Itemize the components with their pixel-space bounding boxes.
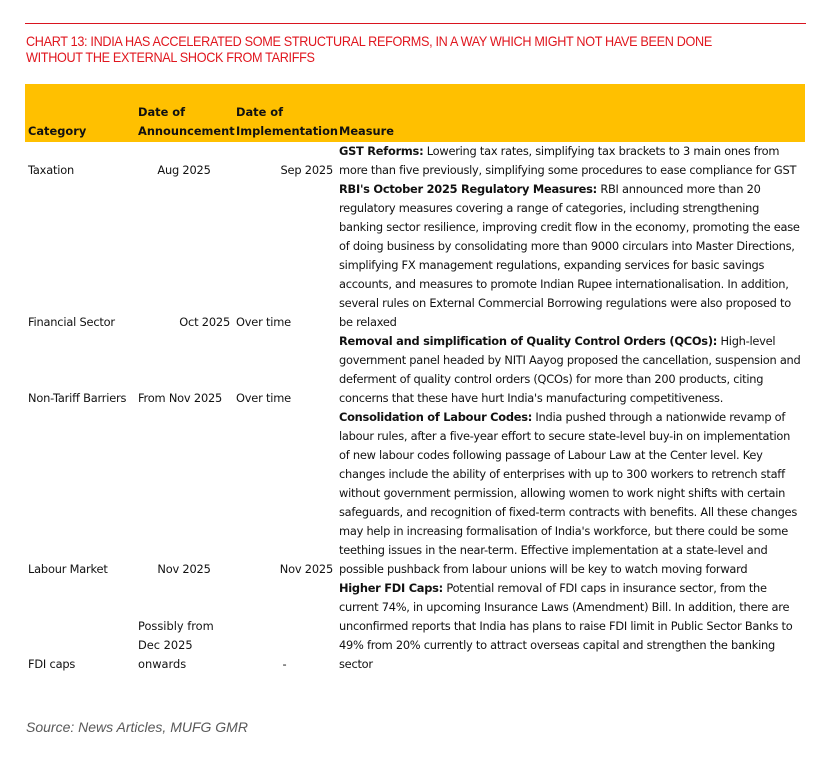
header-date-of-implementation xyxy=(233,84,339,142)
header-measure: Measure xyxy=(339,124,394,138)
measure-text: High-level government panel headed by NITI Aayog proposed the cancellation, suspension and deferment of quality control orders (QCOs) for more than 200 products, citing concerns that these have hurt India's manufacturing competitiveness. xyxy=(339,334,801,405)
header-category: Category xyxy=(28,124,87,138)
measure-text: RBI announced more than 20 regulatory measures covering a range of categories, including strengthening banking sector resilience, improving credit flow in the economy, promoting the ease of doing business by consolidating more than 9000 circulars into Master Directions, simplifying FX management regulations, expanding services for basic savings accounts, and measures to promote Indian Rupee internationalisation. In addition, several rules on External Commercial Borrowing regulations were also proposed to be relaxed xyxy=(339,182,800,329)
header-announcement-line1: Date of xyxy=(138,105,186,119)
cell-category: Taxation xyxy=(28,163,74,177)
header-implementation-line2: Implementation xyxy=(236,124,339,138)
cell-measure xyxy=(336,332,805,408)
cell-implementation: Over time xyxy=(236,315,291,329)
reforms-table xyxy=(25,84,805,674)
top-divider-rule xyxy=(25,23,806,24)
cell-announcement: Aug 2025 xyxy=(157,163,211,177)
measure-title: Consolidation of Labour Codes: xyxy=(339,410,533,424)
cell-measure xyxy=(336,142,805,180)
measure-title: Removal and simplification of Quality Control Orders (QCOs): xyxy=(339,334,718,348)
cell-category: Labour Market xyxy=(28,562,108,576)
cell-measure xyxy=(336,408,805,579)
table-row xyxy=(25,142,805,180)
cell-category: Financial Sector xyxy=(28,315,115,329)
cell-implementation: Sep 2025 xyxy=(280,163,333,177)
measure-title: GST Reforms: xyxy=(339,144,424,158)
header-implementation-line1: Date of xyxy=(236,105,284,119)
table-row xyxy=(25,180,805,332)
source-note: Source: News Articles, MUFG GMR xyxy=(26,719,248,735)
cell-category: Non-Tariff Barriers xyxy=(28,391,127,405)
cell-announcement: Nov 2025 xyxy=(157,562,211,576)
table-row xyxy=(25,332,805,408)
cell-measure xyxy=(336,180,805,332)
header-announcement-line2: Announcement xyxy=(138,124,235,138)
cell-implementation: - xyxy=(282,657,287,671)
cell-announcement: Possibly from Dec 2025 onwards xyxy=(138,619,214,671)
table-row xyxy=(25,579,805,674)
cell-implementation: Nov 2025 xyxy=(279,562,333,576)
measure-text: India pushed through a nationwide revamp of labour rules, after a five-year effort to secure state-level buy-in on implementation of new labour codes following passage of Labour Law at the Center level. Key changes include the ability of enterprises with up to 300 workers to retrench staff without government permission, allowing women to work night shifts with certain safeguards, and recognition of fixed-term contracts with benefits. All these changes may help in increasing formalisation of India's workforce, but there could be some teething issues in the near-term. Effective implementation at a state-level and possible pushback from labour unions will be key to watch moving forward xyxy=(339,410,798,576)
cell-implementation: Over time xyxy=(236,391,291,405)
cell-announcement: From Nov 2025 xyxy=(138,391,223,405)
cell-category: FDI caps xyxy=(28,657,76,671)
table-header-row xyxy=(25,84,805,142)
cell-measure xyxy=(336,579,805,674)
cell-announcement: Oct 2025 xyxy=(179,315,230,329)
measure-title: RBI's October 2025 Regulatory Measures: xyxy=(339,182,597,196)
measure-title: Higher FDI Caps: xyxy=(339,581,443,595)
measure-text: Lowering tax rates, simplifying tax brackets to 3 main ones from more than five previously, simplifying some procedures to ease compliance for GST xyxy=(339,144,797,177)
table-row xyxy=(25,408,805,579)
measure-text: Potential removal of FDI caps in insurance sector, from the current 74%, in upcoming Insurance Laws (Amendment) Bill. In addition, there are unconfirmed reports that India has plans to raise FDI limit in Public Sector Banks to 49% from 20% currently to attract overseas capital and strengthen the banking sector xyxy=(339,581,793,671)
header-date-of-announcement xyxy=(135,84,233,142)
chart-title: CHART 13: INDIA HAS ACCELERATED SOME STRUCTURAL REFORMS, IN A WAY WHICH MIGHT NOT HAVE BEEN DONE WITHOUT THE EXTERNAL SHOCK FROM TARIFFS xyxy=(26,34,712,65)
